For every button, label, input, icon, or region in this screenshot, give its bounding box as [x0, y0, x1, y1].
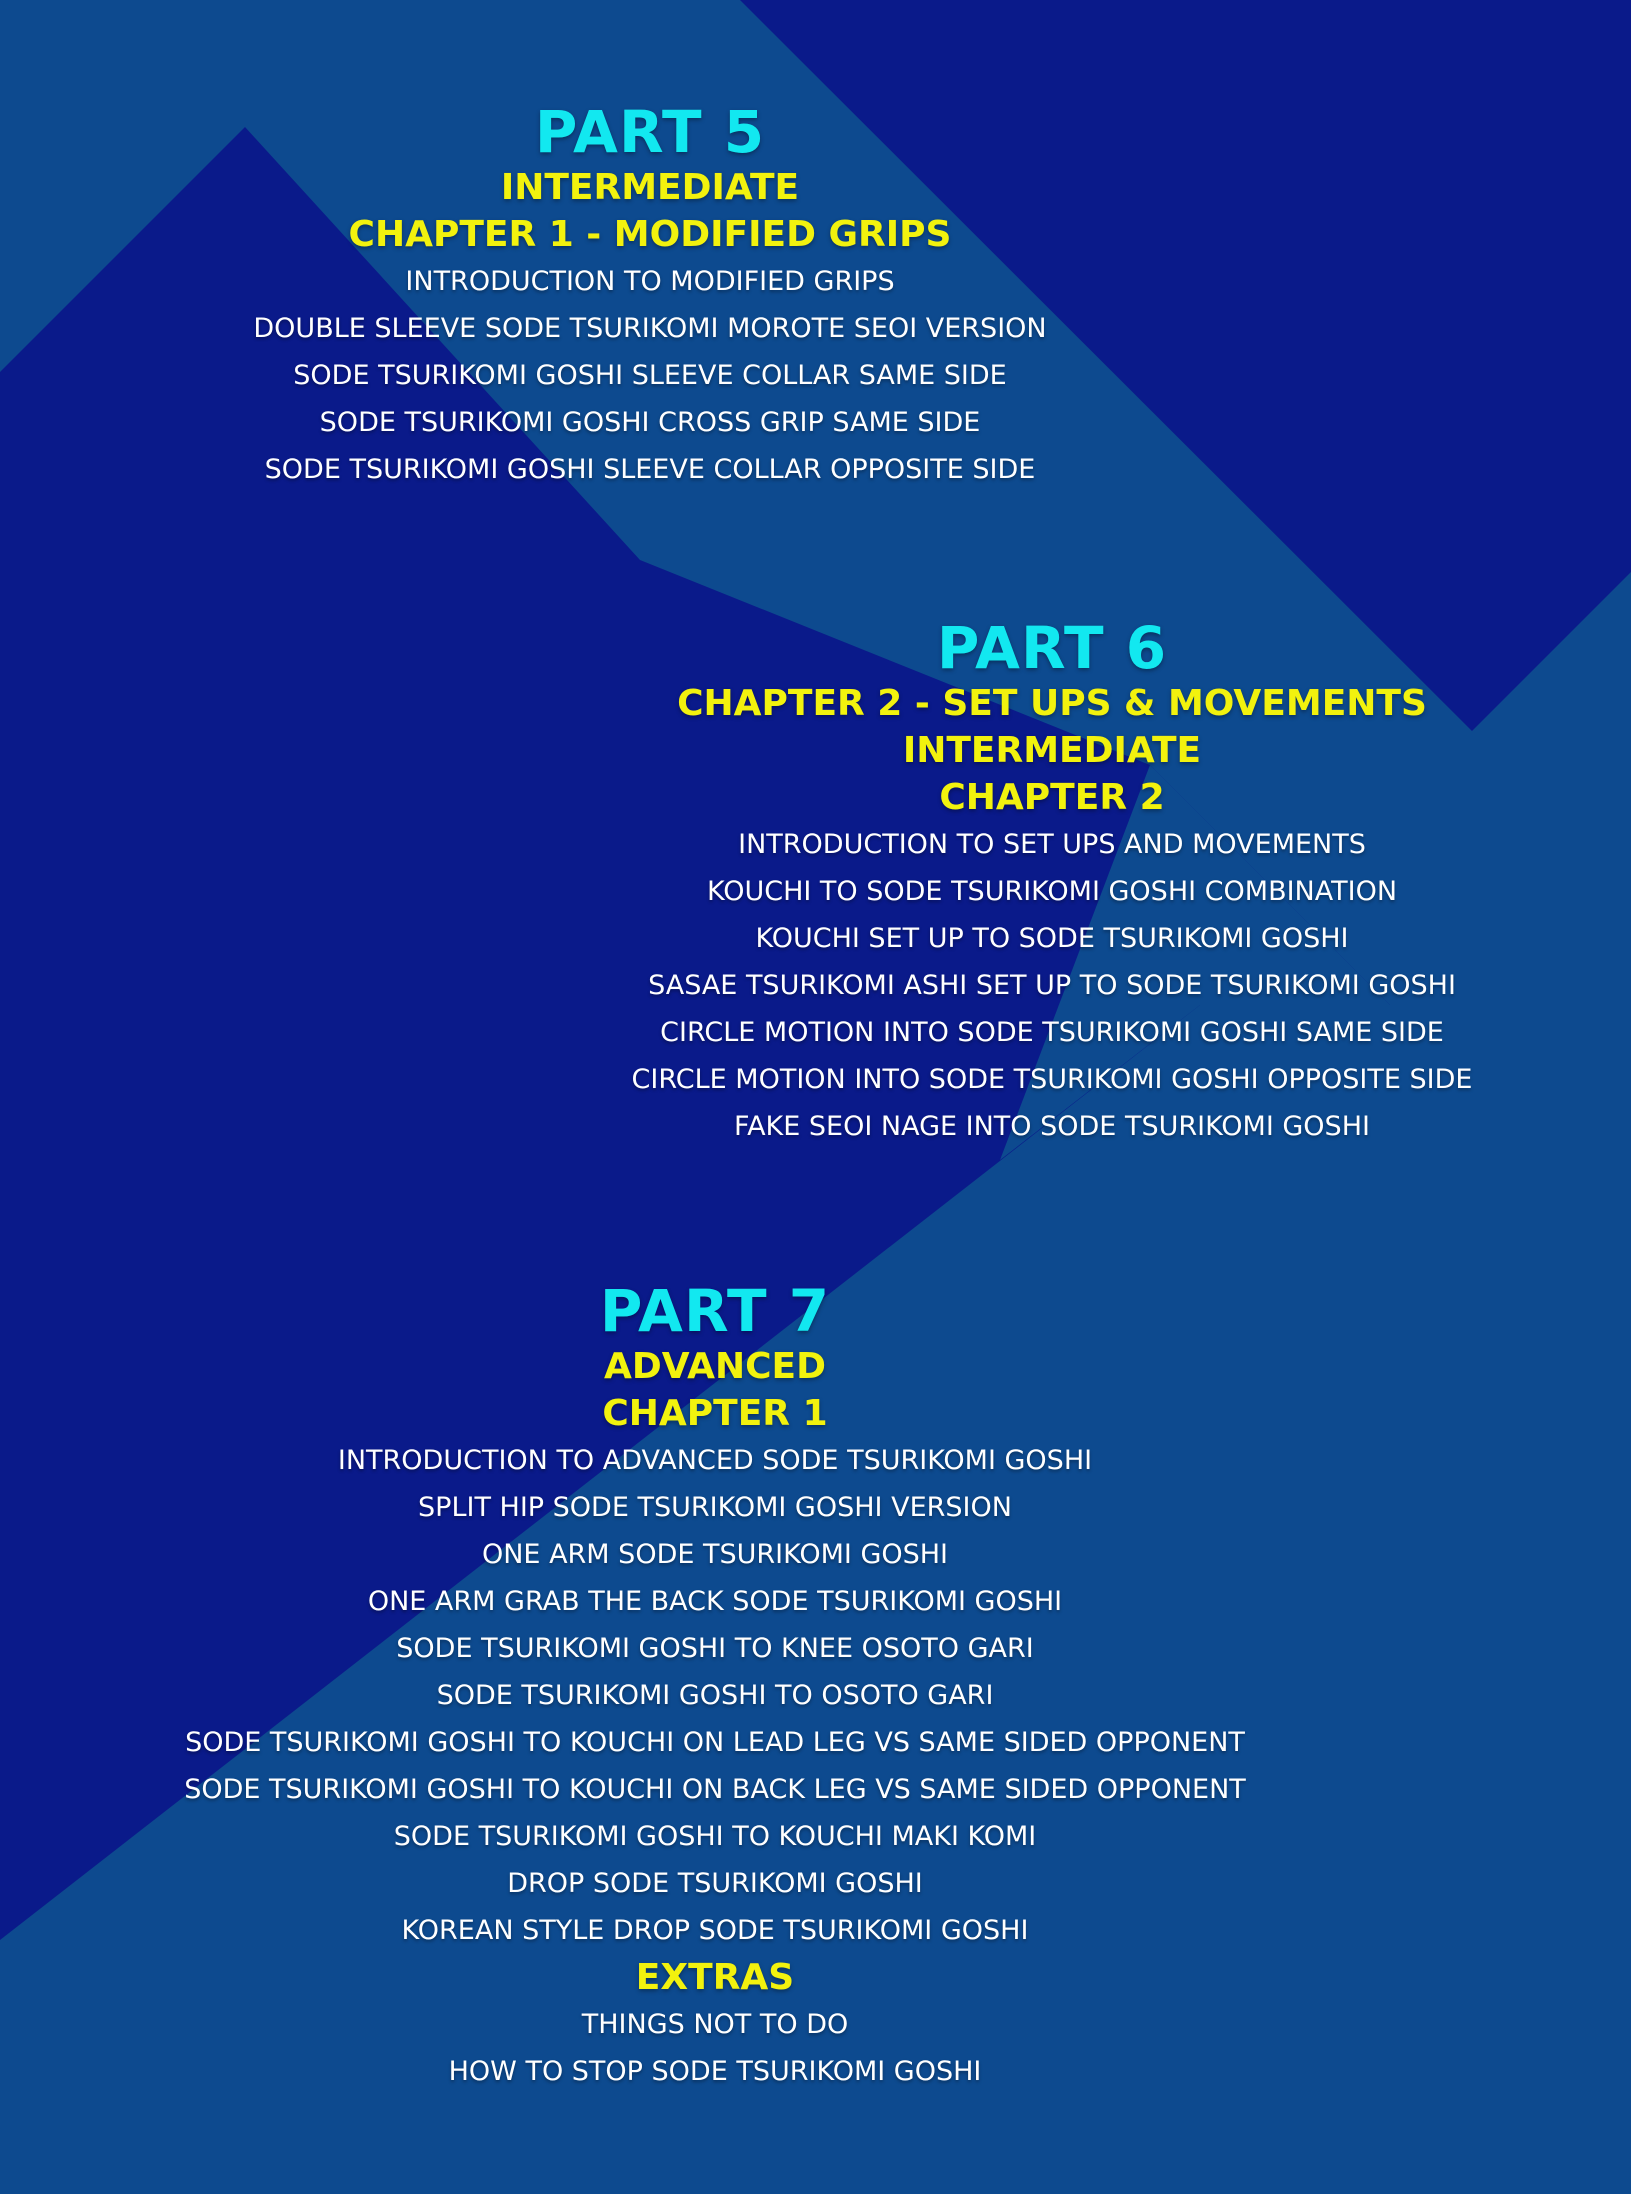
part-7-item: ONE ARM SODE TSURIKOMI GOSHI: [481, 1539, 949, 1570]
part-6-item: FAKE SEOI NAGE INTO SODE TSURIKOMI GOSHI: [734, 1111, 1370, 1142]
part-7-item: SPLIT HIP SODE TSURIKOMI GOSHI VERSION: [418, 1492, 1012, 1523]
part-6-item: SASAE TSURIKOMI ASHI SET UP TO SODE TSURIKOMI GOSHI: [648, 970, 1456, 1001]
extras-item: THINGS NOT TO DO: [581, 2009, 849, 2040]
part-5-chapter: CHAPTER 1 - MODIFIED GRIPS: [348, 214, 952, 255]
part-7-item: DROP SODE TSURIKOMI GOSHI: [507, 1868, 923, 1899]
part-7-item: SODE TSURIKOMI GOSHI TO KNEE OSOTO GARI: [396, 1633, 1034, 1664]
part-5-item: SODE TSURIKOMI GOSHI SLEEVE COLLAR OPPOSITE SIDE: [264, 454, 1036, 485]
part-6-title: PART 6: [936, 614, 1168, 682]
part-6-chapter-heading: CHAPTER 2 - SET UPS & MOVEMENTS: [677, 683, 1427, 724]
part-7-section: [184, 1277, 1246, 2095]
part-7-item: SODE TSURIKOMI GOSHI TO KOUCHI ON BACK LEG VS SAME SIDED OPPONENT: [184, 1774, 1246, 1805]
part-7-item: KOREAN STYLE DROP SODE TSURIKOMI GOSHI: [401, 1915, 1029, 1946]
part-6-level: INTERMEDIATE: [902, 730, 1202, 771]
part-5-section: [253, 98, 1047, 493]
part-5-item: SODE TSURIKOMI GOSHI SLEEVE COLLAR SAME SIDE: [293, 360, 1007, 391]
extras-item: HOW TO STOP SODE TSURIKOMI GOSHI: [448, 2056, 982, 2087]
part-5-item: DOUBLE SLEEVE SODE TSURIKOMI MOROTE SEOI VERSION: [253, 313, 1047, 344]
part-6-chapter: CHAPTER 2: [939, 777, 1165, 818]
part-5-item: SODE TSURIKOMI GOSHI CROSS GRIP SAME SIDE: [319, 407, 981, 438]
part-7-level: ADVANCED: [603, 1346, 827, 1387]
part-6-item: CIRCLE MOTION INTO SODE TSURIKOMI GOSHI OPPOSITE SIDE: [631, 1064, 1473, 1095]
part-7-item: INTRODUCTION TO ADVANCED SODE TSURIKOMI GOSHI: [337, 1445, 1093, 1476]
part-5-title: PART 5: [534, 98, 766, 166]
part-6-item: KOUCHI SET UP TO SODE TSURIKOMI GOSHI: [755, 923, 1349, 954]
extras-heading: EXTRAS: [635, 1957, 795, 1998]
part-7-item: ONE ARM GRAB THE BACK SODE TSURIKOMI GOSHI: [367, 1586, 1063, 1617]
part-6-section: [631, 614, 1473, 1150]
part-5-level: INTERMEDIATE: [500, 167, 800, 208]
part-6-item: CIRCLE MOTION INTO SODE TSURIKOMI GOSHI SAME SIDE: [660, 1017, 1444, 1048]
part-7-item: SODE TSURIKOMI GOSHI TO KOUCHI ON LEAD LEG VS SAME SIDED OPPONENT: [185, 1727, 1245, 1758]
part-6-item: INTRODUCTION TO SET UPS AND MOVEMENTS: [738, 829, 1366, 860]
part-5-item: INTRODUCTION TO MODIFIED GRIPS: [405, 266, 895, 297]
part-7-item: SODE TSURIKOMI GOSHI TO KOUCHI MAKI KOMI: [393, 1821, 1037, 1852]
part-7-chapter: CHAPTER 1: [602, 1393, 828, 1434]
part-6-item: KOUCHI TO SODE TSURIKOMI GOSHI COMBINATION: [706, 876, 1398, 907]
part-7-item: SODE TSURIKOMI GOSHI TO OSOTO GARI: [436, 1680, 994, 1711]
part-7-title: PART 7: [599, 1277, 831, 1345]
